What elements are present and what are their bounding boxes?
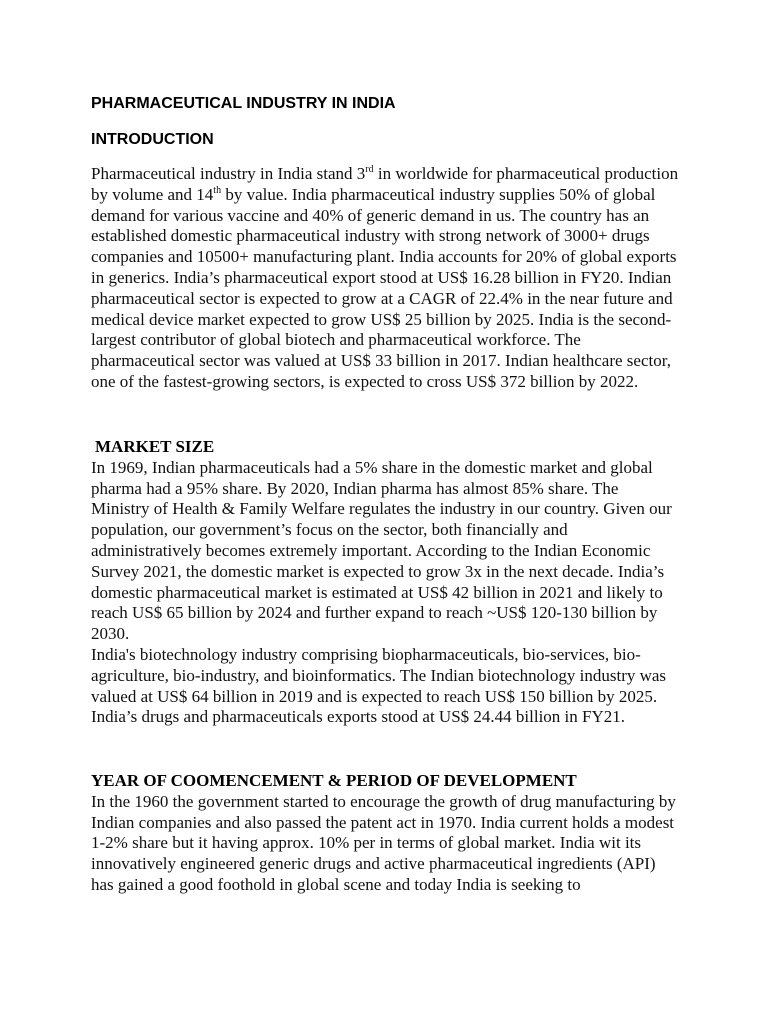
intro-superscript-th: th xyxy=(213,184,222,196)
market-paragraph-1: In 1969, Indian pharmaceuticals had a 5% share in the domestic market and global pharma had a 95% share. By 2020, Indian pharma has almost 85% share. The Ministry of Health & Family Welfare regulates the industry in our country. Given our population, our government’s focus on the sector, both financially and administratively becomes extremely important. According to the Indian Economic Survey 2021, the domestic market is expected to grow 3x in the next decade. India’s domestic pharmaceutical market is estimated at US$ 42 billion in 2021 and likely to reach US$ 65 billion by 2024 and further expand to reach ~US$ 120-130 billion by 2030. xyxy=(91,457,672,644)
year-of-commencement-section xyxy=(91,771,681,896)
year-of-commencement-heading: YEAR OF COOMENCEMENT & PERIOD OF DEVELOPMENT xyxy=(91,771,577,790)
introduction-section xyxy=(91,164,681,393)
intro-text-part-3: by value. India pharmaceutical industry supplies 50% of global demand for various vaccine and 40% of generic demand in us. The country has an established domestic pharmaceutical industry with strong network of 3000+ drugs companies and 10500+ manufacturing plant. India accounts for 20% of global exports in generics. India’s pharmaceutical export stood at US$ 16.28 billion in FY20. Indian pharmaceutical sector is expected to grow at a CAGR of 22.4% in the near future and medical device market expected to grow US$ 25 billion by 2025. India is the second-largest contributor of global biotech and pharmaceutical workforce. The pharmaceutical sector was valued at US$ 33 billion in 2017. Indian healthcare sector, one of the fastest-growing sectors, is expected to cross US$ 372 billion by 2022. xyxy=(91,184,677,391)
intro-text-part-2: in worldwide for pharmaceutical production by volume and 14 xyxy=(91,164,679,204)
intro-superscript-rd: rd xyxy=(365,164,374,175)
market-size-heading: MARKET SIZE xyxy=(95,437,215,456)
document-title: PHARMACEUTICAL INDUSTRY IN INDIA xyxy=(91,95,396,112)
introduction-heading: INTRODUCTION xyxy=(91,131,214,148)
market-size-section xyxy=(91,437,681,728)
introduction-paragraph xyxy=(91,164,681,393)
intro-text-part-1: Pharmaceutical industry in India stand 3 xyxy=(91,164,366,183)
market-paragraph-3: India’s drugs and pharmaceuticals exports stood at US$ 24.44 billion in FY21. xyxy=(91,707,626,727)
market-paragraph-2: India's biotechnology industry comprising biopharmaceuticals, bio-services, bio-agriculture, bio-industry, and bioinformatics. The Indian biotechnology industry was valued at US$ 64 billion in 2019 and is expected to reach US$ 150 billion by 2025. xyxy=(91,644,667,706)
year-paragraph: In the 1960 the government started to encourage the growth of drug manufacturing by Indian companies and also passed the patent act in 1970. India current holds a modest 1-2% share but it having approx. 10% per in terms of global market. India wit its innovatively engineered generic drugs and active pharmaceutical ingredients (API) has gained a good foothold in global scene and today India is seeking to xyxy=(91,791,676,894)
